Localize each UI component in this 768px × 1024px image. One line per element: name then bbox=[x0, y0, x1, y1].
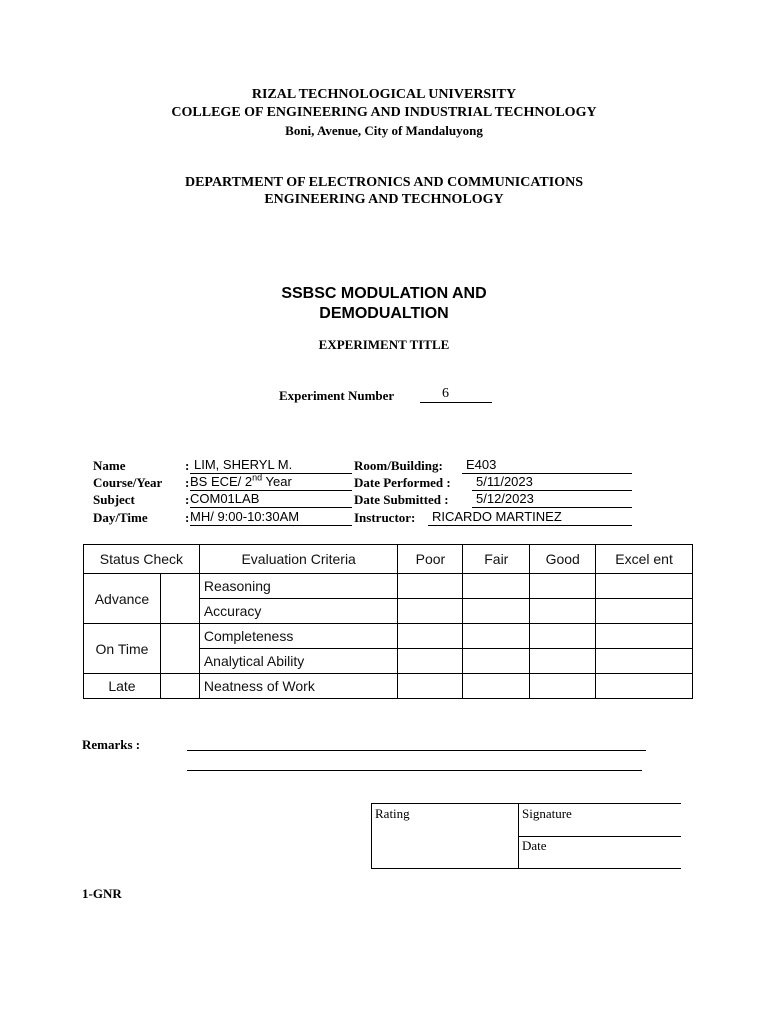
date-performed-value: 5/11/2023 bbox=[476, 474, 533, 489]
score-cell[interactable] bbox=[398, 599, 463, 624]
daytime-label: Day/Time bbox=[93, 510, 148, 525]
signoff-bottom-border bbox=[371, 868, 681, 869]
date-submitted-value: 5/12/2023 bbox=[476, 491, 534, 506]
date-submitted-field bbox=[472, 491, 632, 508]
header-fair: Fair bbox=[463, 545, 530, 574]
signature-label: Signature bbox=[522, 806, 572, 821]
course-colon: : bbox=[185, 475, 190, 490]
course-field bbox=[190, 474, 352, 491]
experiment-number-label: Experiment Number bbox=[279, 388, 395, 403]
criteria-reasoning: Reasoning bbox=[199, 574, 398, 599]
header-status-check: Status Check bbox=[84, 545, 200, 574]
daytime-field bbox=[190, 509, 352, 526]
subject-label: Subject bbox=[93, 492, 135, 507]
experiment-number-field bbox=[420, 386, 492, 403]
date-submitted-label: Date Submitted : bbox=[354, 492, 449, 507]
signoff-middle-border bbox=[518, 836, 681, 837]
score-cell[interactable] bbox=[398, 674, 463, 699]
status-late: Late bbox=[84, 674, 161, 699]
score-cell[interactable] bbox=[596, 574, 693, 599]
score-cell[interactable] bbox=[463, 649, 530, 674]
course-superscript: nd bbox=[252, 472, 263, 483]
header-excellent: Excel ent bbox=[596, 545, 693, 574]
course-label: Course/Year bbox=[93, 475, 163, 490]
experiment-number-value: 6 bbox=[442, 386, 449, 401]
course-value: BS ECE/ 2 bbox=[190, 474, 253, 489]
remarks-label: Remarks : bbox=[82, 737, 141, 752]
status-check-box-on-time[interactable] bbox=[160, 624, 199, 674]
header-good: Good bbox=[530, 545, 596, 574]
criteria-neatness-of-work: Neatness of Work bbox=[199, 674, 398, 699]
experiment-title-caption: EXPERIMENT TITLE bbox=[318, 337, 450, 352]
score-cell[interactable] bbox=[463, 674, 530, 699]
evaluation-table bbox=[83, 544, 693, 699]
score-cell[interactable] bbox=[463, 624, 530, 649]
date-label: Date bbox=[522, 838, 547, 853]
status-on-time: On Time bbox=[84, 624, 161, 674]
name-label: Name bbox=[93, 458, 126, 473]
room-field bbox=[462, 457, 632, 474]
status-check-box-late[interactable] bbox=[160, 674, 199, 699]
footer-code: 1-GNR bbox=[82, 886, 122, 901]
score-cell[interactable] bbox=[463, 599, 530, 624]
table-row bbox=[84, 674, 693, 699]
subject-value: COM01LAB bbox=[190, 491, 260, 506]
score-cell[interactable] bbox=[530, 649, 596, 674]
score-cell[interactable] bbox=[398, 624, 463, 649]
subject-field bbox=[190, 491, 352, 508]
score-cell[interactable] bbox=[596, 624, 693, 649]
header-poor: Poor bbox=[398, 545, 463, 574]
status-advance: Advance bbox=[84, 574, 161, 624]
header-evaluation-criteria: Evaluation Criteria bbox=[199, 545, 398, 574]
rating-label: Rating bbox=[375, 806, 410, 821]
instructor-value: RICARDO MARTINEZ bbox=[432, 509, 562, 524]
subject-colon: : bbox=[185, 492, 190, 507]
table-row bbox=[84, 624, 693, 649]
date-performed-field bbox=[472, 474, 632, 491]
score-cell[interactable] bbox=[398, 574, 463, 599]
course-suffix: Year bbox=[262, 474, 292, 489]
department-line-1: DEPARTMENT OF ELECTRONICS AND COMMUNICATIONS bbox=[184, 175, 584, 190]
signoff-top-border bbox=[371, 803, 681, 804]
score-cell[interactable] bbox=[596, 674, 693, 699]
name-colon: : bbox=[185, 458, 190, 473]
signoff-left-border bbox=[371, 803, 372, 868]
university-address: Boni, Avenue, City of Mandaluyong bbox=[285, 123, 483, 138]
evaluation-header-row bbox=[84, 545, 693, 574]
remarks-line-1[interactable] bbox=[187, 750, 646, 751]
score-cell[interactable] bbox=[596, 599, 693, 624]
date-performed-label: Date Performed : bbox=[354, 475, 451, 490]
score-cell[interactable] bbox=[530, 599, 596, 624]
department-line-2: ENGINEERING AND TECHNOLOGY bbox=[264, 192, 504, 207]
daytime-value: MH/ 9:00-10:30AM bbox=[190, 509, 300, 524]
daytime-colon: : bbox=[185, 510, 190, 525]
name-value: LIM, SHERYL M. bbox=[194, 457, 293, 472]
experiment-title-line-2: DEMODUALTION bbox=[319, 305, 449, 322]
score-cell[interactable] bbox=[463, 574, 530, 599]
score-cell[interactable] bbox=[398, 649, 463, 674]
criteria-analytical-ability: Analytical Ability bbox=[199, 649, 398, 674]
criteria-completeness: Completeness bbox=[199, 624, 398, 649]
remarks-line-2[interactable] bbox=[187, 770, 642, 771]
table-row bbox=[84, 574, 693, 599]
score-cell[interactable] bbox=[530, 624, 596, 649]
status-check-box-advance[interactable] bbox=[160, 574, 199, 624]
instructor-field bbox=[428, 509, 632, 526]
university-name: RIZAL TECHNOLOGICAL UNIVERSITY bbox=[251, 87, 517, 102]
room-value: E403 bbox=[466, 457, 497, 472]
criteria-accuracy: Accuracy bbox=[199, 599, 398, 624]
score-cell[interactable] bbox=[596, 649, 693, 674]
score-cell[interactable] bbox=[530, 674, 596, 699]
score-cell[interactable] bbox=[530, 574, 596, 599]
signoff-divider bbox=[518, 803, 519, 868]
name-field bbox=[190, 457, 352, 474]
experiment-title-line-1: SSBSC MODULATION AND bbox=[281, 285, 487, 302]
room-label: Room/Building: bbox=[354, 458, 443, 473]
instructor-label: Instructor: bbox=[354, 510, 416, 525]
college-name: COLLEGE OF ENGINEERING AND INDUSTRIAL TECHNOLOGY bbox=[171, 105, 597, 120]
